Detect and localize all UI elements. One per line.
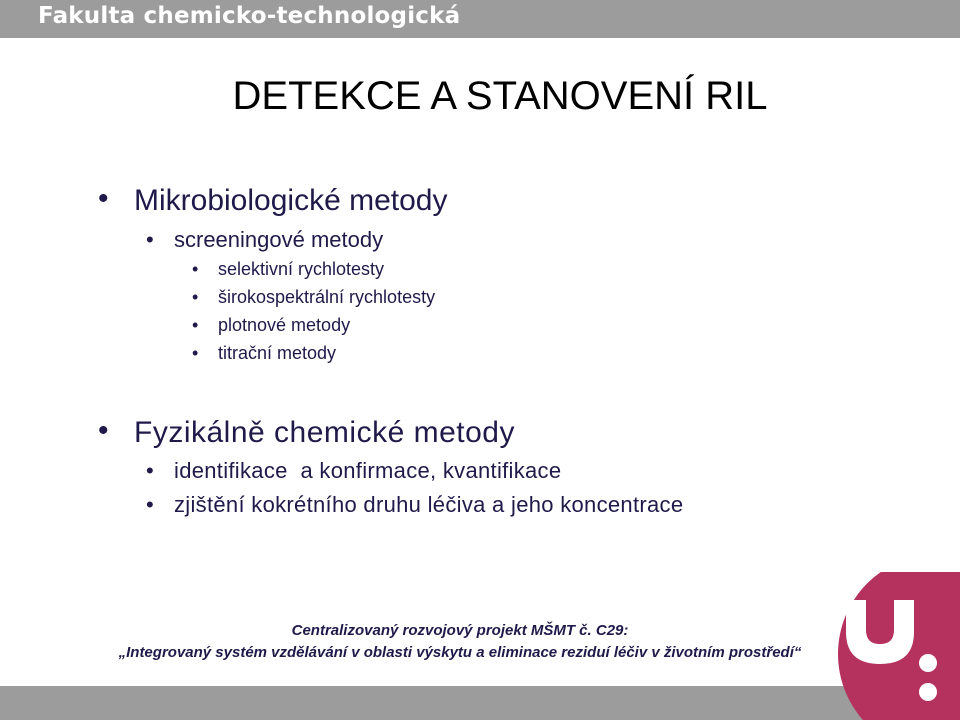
bullet-icon: • [98,414,109,447]
bullet-icon: • [98,182,109,215]
section-heading-label: Mikrobiologické metody [134,184,448,217]
sub-list-item-label: širokospektrální rychlotesty [218,287,436,307]
bullet-icon: • [146,492,154,517]
list-item-label: zjištění kokrétního druhu léčiva a jeho koncentrace [174,492,684,517]
bullet-icon: • [192,259,199,279]
list-item-label: screeningové metody [174,227,384,252]
footer-project-name: „Integrovaný systém vzdělávání v oblasti výskytu a eliminace reziduí léčiv v životním prostředí“ [118,644,802,661]
footer-bar [0,686,960,720]
list-item-label: identifikace a konfirmace, kvantifikace [174,458,562,483]
footer-project-line: Centralizovaný rozvojový projekt MŠMT č. C29: [291,622,629,639]
bullet-icon: • [192,287,199,307]
sub-list-item-label: plotnové metody [218,315,351,335]
bullet-icon: • [192,343,199,363]
sub-list-item-label: selektivní rychlotesty [218,259,385,279]
university-logo-icon [820,572,960,720]
header-bar [0,0,960,38]
bullet-icon: • [192,315,199,335]
bullet-icon: • [146,227,154,252]
faculty-name: Fakulta chemicko-technologická [38,3,461,29]
sub-list-item-label: titrační metody [218,343,337,363]
slide-title: DETEKCE A STANOVENÍ RIL [232,74,768,118]
section-heading-label: Fyzikálně chemické metody [134,416,515,449]
bullet-icon: • [146,458,154,483]
